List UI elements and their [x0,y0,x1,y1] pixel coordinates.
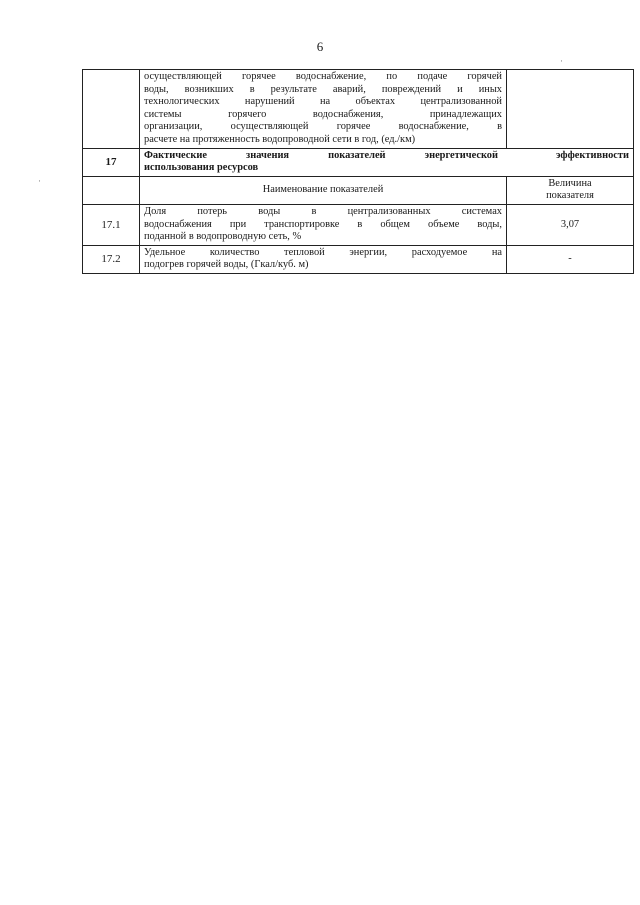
indicators-table [82,69,634,274]
header-value-line1: Величина [548,177,592,189]
row-number: 17.1 [83,204,140,245]
continuation-number-cell [83,70,140,149]
text-line: воды, возникших в результате аварий, повреждений и иных [144,83,502,95]
header-row [83,176,634,204]
section-title-line1-right: эффективности [556,149,629,161]
section-row [83,148,634,176]
scan-dot: · [560,56,563,66]
row-value: 3,07 [507,204,634,245]
header-value [507,176,634,204]
continuation-text-cell [140,70,507,149]
section-title-line1-left: Фактические значения показателей энергетической [144,149,498,161]
section-number: 17 [83,148,140,176]
row-value: - [507,245,634,273]
text-line: Доля потерь воды в централизованных системах [144,205,502,217]
section-title [140,148,634,176]
row-number: 17.2 [83,245,140,273]
row-name [140,204,507,245]
text-line: расчете на протяженность водопроводной сети в год, (ед./км) [144,133,416,145]
table-row [83,204,634,245]
text-line: водоснабжения при транспортировке в общем объеме воды, [144,218,502,230]
page-number: 6 [316,39,324,54]
table-row [83,245,634,273]
text-line: технологических нарушений на объектах централизованной [144,96,502,108]
text-line: подогрев горячей воды, (Гкал/куб. м) [144,259,309,271]
text-line: поданной в водопроводную сеть, % [144,231,302,243]
row-name [140,245,507,273]
text-line: осуществляющей горячее водоснабжение, по подаче горячей [144,71,502,82]
continuation-value-cell [507,70,634,149]
continuation-row [83,70,634,149]
text-line: системы горячего водоснабжения, принадлежащих [144,108,502,120]
text-line: Удельное количество тепловой энергии, расходуемое на [144,246,502,258]
header-name: Наименование показателей [140,176,507,204]
scan-dot: · [38,176,41,186]
text-line: организации, осуществляющей горячее водоснабжение, в [144,121,502,133]
section-title-line2: использования ресурсов [144,162,259,174]
header-number-cell [83,176,140,204]
header-value-line2: показателя [546,190,594,202]
